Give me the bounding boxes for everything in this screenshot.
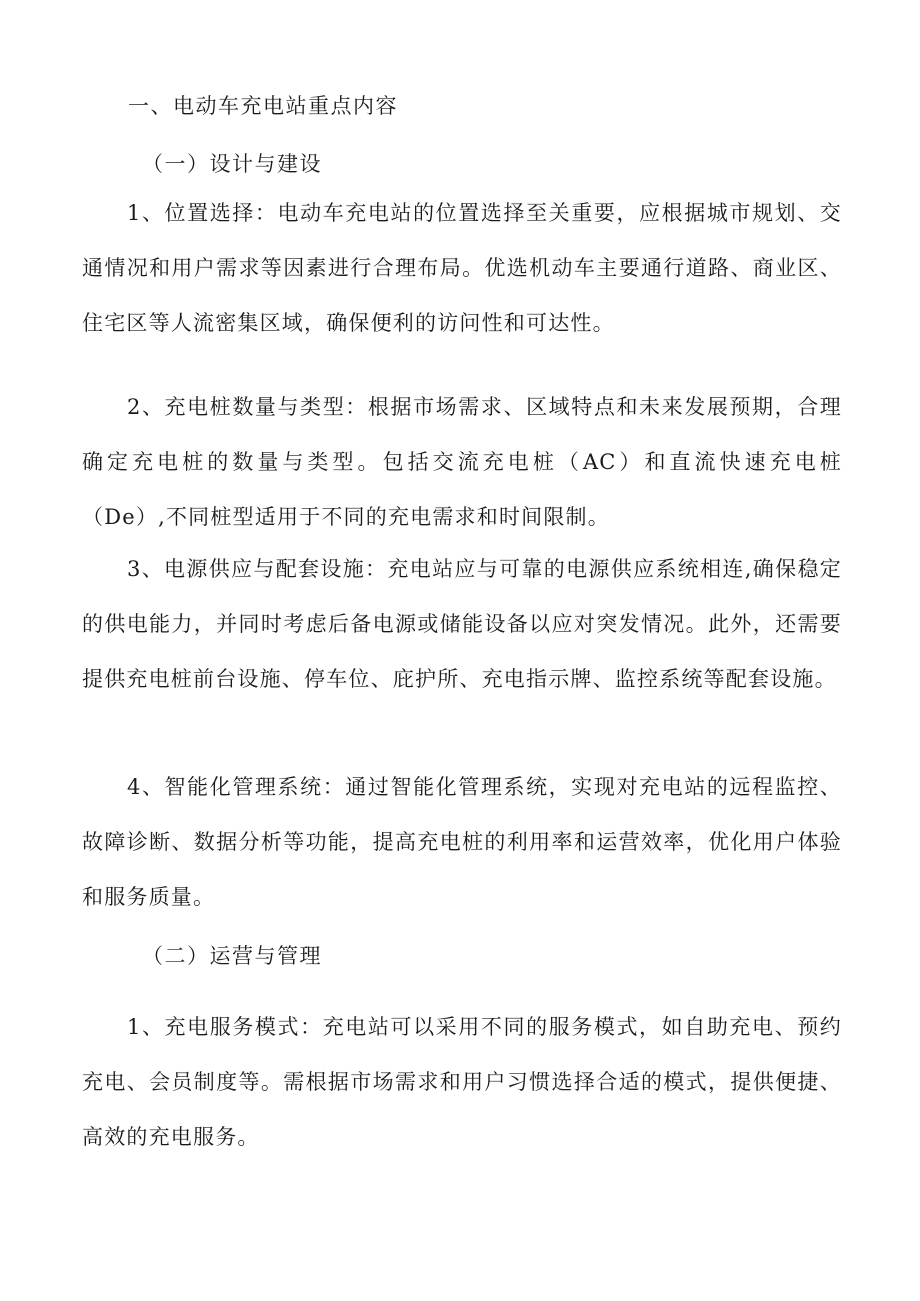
- paragraph-charger-quantity: 2、充电桩数量与类型：根据市场需求、区域特点和未来发展预期，合理确定充电桩的数量与类型。包括交流充电桩（AC）和直流快速充电桩（De）,不同桩型适用于不同的充电需求和时间限制。: [82, 395, 842, 529]
- paragraph-smart-management: 4、智能化管理系统：通过智能化管理系统，实现对充电站的远程监控、故障诊断、数据分析等功能，提高充电桩的利用率和运营效率，优化用户体验和服务质量。: [82, 775, 842, 909]
- section-title: 一、电动车充电站重点内容: [128, 94, 398, 118]
- paragraph-location: 1、位置选择：电动车充电站的位置选择至关重要，应根据城市规划、交通情况和用户需求等因素进行合理布局。优选机动车主要通行道路、商业区、住宅区等人流密集区域，确保便利的访问性和可达性。: [82, 201, 842, 335]
- subsection-title-operations: （二）运营与管理: [142, 944, 322, 968]
- paragraph-power-supply: 3、电源供应与配套设施：充电站应与可靠的电源供应系统相连,确保稳定的供电能力，并同时考虑后备电源或储能设备以应对突发情况。此外，还需要提供充电桩前台设施、停车位、庇护所、充电指示牌、监控系统等配套设施。: [82, 557, 842, 691]
- subsection-title-design: （一）设计与建设: [142, 152, 322, 176]
- paragraph-service-mode: 1、充电服务模式：充电站可以采用不同的服务模式，如自助充电、预约充电、会员制度等。需根据市场需求和用户习惯选择合适的模式，提供便捷、高效的充电服务。: [82, 1015, 842, 1149]
